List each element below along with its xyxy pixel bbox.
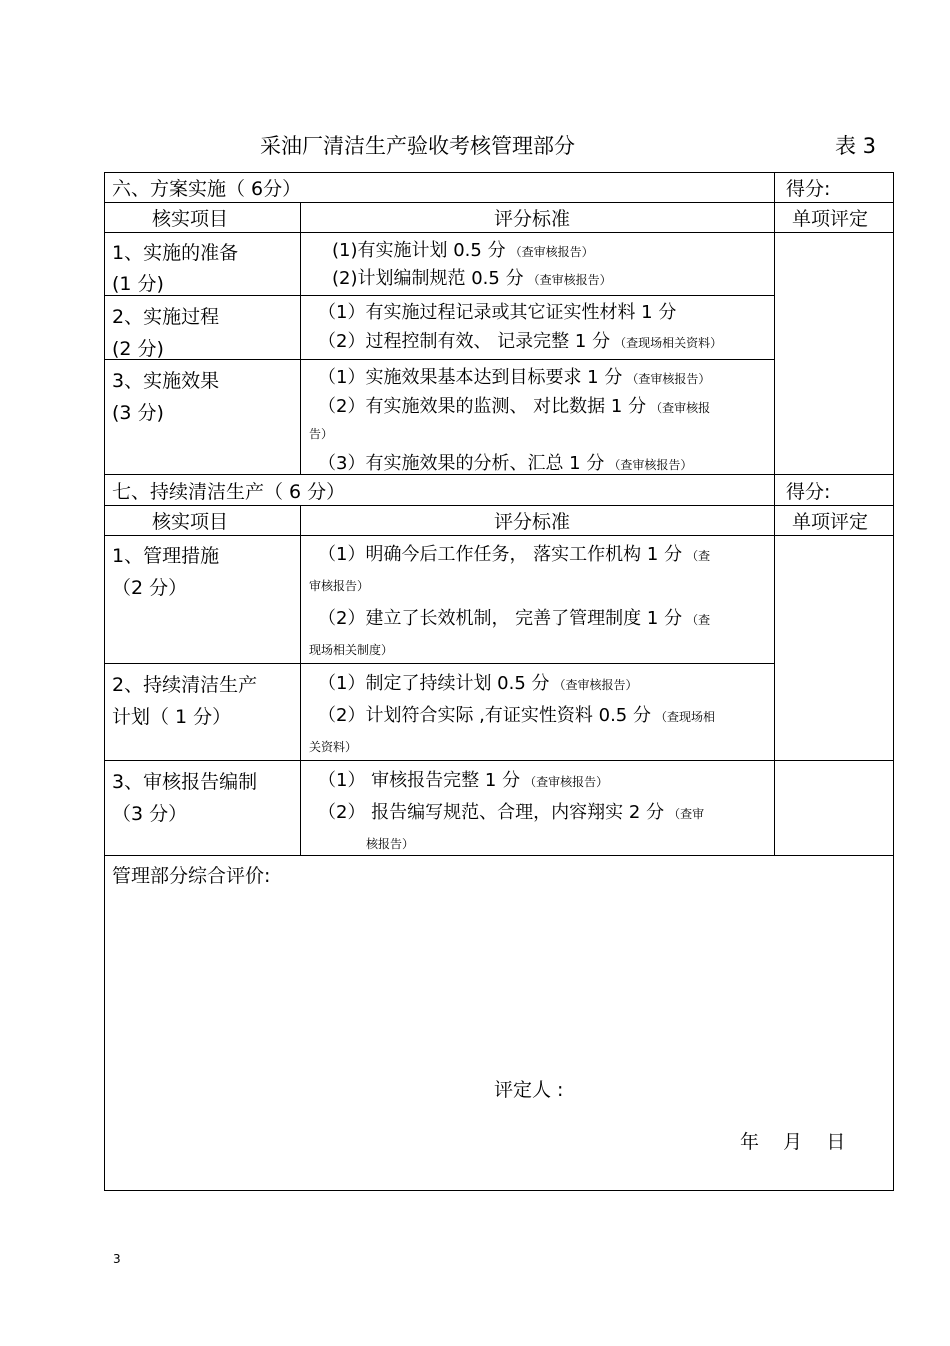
section7-header-criteria: 评分标准: [494, 511, 571, 533]
s6-row1-criterion-1: (1)有实施计划 0.5 分 （查审核报告）: [332, 240, 594, 261]
s7-row1-criterion-1: （1）明确今后工作任务， 落实工作机构 1 分 （查: [318, 544, 711, 565]
evaluation-label: 管理部分综合评价:: [112, 865, 271, 887]
s6-row2-criterion-1: （1）有实施过程记录或其它证实性材料 1 分: [318, 302, 677, 323]
s6-row3-criterion-2: （2）有实施效果的监测、 对比数据 1 分 （查审核报: [318, 396, 711, 417]
s6-row1-item: 1、实施的准备: [112, 242, 239, 264]
s6-row3-criterion-3: （3）有实施效果的分析、汇总 1 分 （查审核报告）: [318, 453, 693, 474]
s7-row2-points: 计划（ 1 分）: [112, 706, 232, 728]
s6-row2-item: 2、实施过程: [112, 306, 220, 328]
section7-header-item: 核实项目: [152, 511, 229, 533]
page-number: 3: [113, 1252, 121, 1266]
s7-row1-criterion-2-note-cont: 现场相关制度）: [309, 643, 394, 657]
section6-score-label: 得分:: [786, 178, 831, 200]
s7-row3-criterion-2-note-cont: 核报告）: [366, 837, 415, 851]
s6-row2-criterion-2: （2）过程控制有效、 记录完整 1 分 （查现场相关资料）: [318, 331, 723, 352]
section6-header-rating: 单项评定: [792, 208, 869, 230]
s6-row2-points: (2 分): [112, 338, 164, 360]
section7-title: 七、持续清洁生产（ 6 分）: [112, 481, 346, 503]
s6-row1-criterion-2: (2)计划编制规范 0.5 分 （查审核报告）: [332, 268, 612, 289]
evaluator-label: 评定人 :: [494, 1079, 564, 1101]
s6-row1-points: (1 分): [112, 273, 164, 295]
s7-row3-item: 3、审核报告编制: [112, 771, 258, 793]
s7-row1-criterion-1-note-cont: 审核报告）: [309, 579, 370, 593]
page-title: 采油厂清洁生产验收考核管理部分: [260, 134, 575, 158]
s6-row3-item: 3、实施效果: [112, 370, 220, 392]
s6-row3-points: (3 分): [112, 402, 164, 424]
section7-score-label: 得分:: [786, 481, 831, 503]
s7-row3-criterion-1: （1） 审核报告完整 1 分 （查审核报告）: [318, 770, 609, 791]
s6-row3-criterion-2-note-cont: 告）: [309, 427, 334, 441]
s7-row2-criterion-2: （2）计划符合实际 ,有证实性资料 0.5 分 （查现场相: [318, 705, 715, 726]
section6-header-criteria: 评分标准: [494, 208, 571, 230]
s7-row2-item: 2、持续清洁生产: [112, 674, 258, 696]
section6-title: 六、方案实施（ 6分）: [112, 178, 302, 200]
s7-row3-criterion-2: （2） 报告编写规范、合理，内容翔实 2 分 （查审: [318, 802, 705, 823]
s7-row1-item: 1、管理措施: [112, 545, 220, 567]
s7-row3-points: （3 分）: [112, 803, 188, 825]
s7-row2-criterion-2-note-cont: 关资料）: [309, 740, 358, 754]
evaluation-date: 年 月 日: [740, 1131, 846, 1153]
section7-header-rating: 单项评定: [792, 511, 869, 533]
s7-row2-criterion-1: （1）制定了持续计划 0.5 分 （查审核报告）: [318, 673, 638, 694]
table-number: 表 3: [835, 134, 877, 158]
s6-row3-criterion-1: （1）实施效果基本达到目标要求 1 分 （查审核报告）: [318, 367, 711, 388]
s7-row1-criterion-2: （2）建立了长效机制， 完善了管理制度 1 分 （查: [318, 608, 711, 629]
section6-header-item: 核实项目: [152, 208, 229, 230]
s7-row1-points: （2 分）: [112, 577, 188, 599]
